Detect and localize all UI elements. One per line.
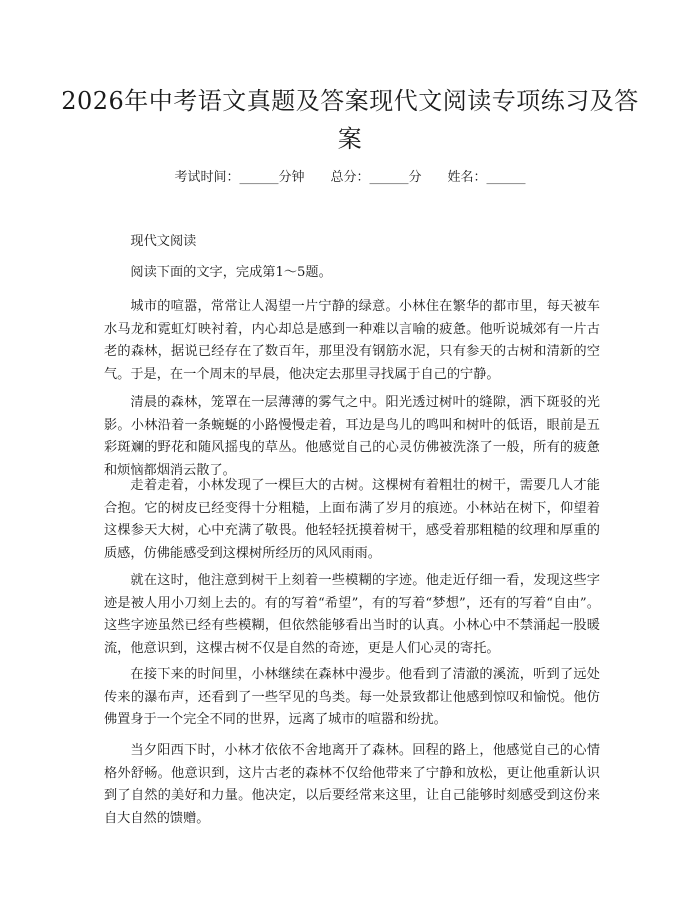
document-title: 2026年中考语文真题及答案现代文阅读专项练习及答案 [61,87,639,153]
paragraph-text: 在接下来的时间里，小林继续在森林中漫步。他看到了清澈的溪流，听到了远处传来的瀑布声，还看到了一些罕见的鸟类。每一处景致都让他感到惊叹和愉悦。他仿佛置身于一个完全不同的世界，远离了城市的喧嚣和纷扰。 [104,667,600,728]
paragraph-text: 就在这时，他注意到树干上刻着一些模糊的字迹。他走近仔细一看，发现这些字迹是被人用小刀刻上去的。有的写着“希望”，有的写着“梦想”，还有的写着“自由”。这些字迹虽然已经有些模糊，但依然能够看出当时的认真。小林心中不禁涌起一股暖流，他意识到，这棵古树不仅是自然的奇迹，更是人们心灵的寄托。 [104,573,600,656]
reading-instruction: 阅读下面的文字，完成第1～5题。 [130,265,332,280]
section-label: 现代文阅读 [130,234,197,249]
score-label: 总分： [330,170,370,185]
paragraph [104,475,600,565]
paragraph [104,392,600,482]
time-label: 考试时间： [174,170,240,185]
name-label: 姓名： [447,170,487,185]
paragraph-text: 走着走着，小林发现了一棵巨大的古树。这棵树有着粗壮的树干，需要几人才能合抱。它的树皮已经变得十分粗糙，上面布满了岁月的痕迹。小林站在树下，仰望着这棵参天大树，心中充满了敬畏。他轻轻抚摸着树干，感受着那粗糙的纹理和厚重的质感，仿佛能感受到这棵树所经历的风风雨雨。 [104,478,600,561]
time-unit: 分钟 [278,170,305,185]
paragraph [104,740,600,830]
score-blank: ______ [369,170,409,185]
time-blank: ______ [239,170,279,185]
name-blank: ______ [486,170,526,185]
paragraph-text: 当夕阳西下时，小林才依依不舍地离开了森林。回程的路上，他感觉自己的心情格外舒畅。他意识到，这片古老的森林不仅给他带来了宁静和放松，更让他重新认识到了自然的美好和力量。他决定，以后要经常来这里，让自己能够时刻感受到这份来自大自然的馈赠。 [104,743,600,826]
exam-info-line [0,168,700,188]
score-unit: 分 [408,170,422,185]
paragraph-text: 清晨的森林，笼罩在一层薄薄的雾气之中。阳光透过树叶的缝隙，洒下斑驳的光影。小林沿着一条蜿蜒的小路慢慢走着，耳边是鸟儿的鸣叫和树叶的低语，眼前是五彩斑斓的野花和随风摇曳的草丛。他感觉自己的心灵仿佛被洗涤了一般，所有的疲惫和烦恼都烟消云散了。 [104,395,600,478]
paragraph-text: 城市的喧嚣，常常让人渴望一片宁静的绿意。小林住在繁华的都市里，每天被车水马龙和霓虹灯映衬着，内心却总是感到一种难以言喻的疲惫。他听说城郊有一片古老的森林，据说已经存在了数百年，那里没有钢筋水泥，只有参天的古树和清新的空气。于是，在一个周末的早晨，他决定去那里寻找属于自己的宁静。 [104,299,600,382]
paragraph [104,664,600,732]
paragraph [104,570,600,660]
paragraph [104,296,600,386]
